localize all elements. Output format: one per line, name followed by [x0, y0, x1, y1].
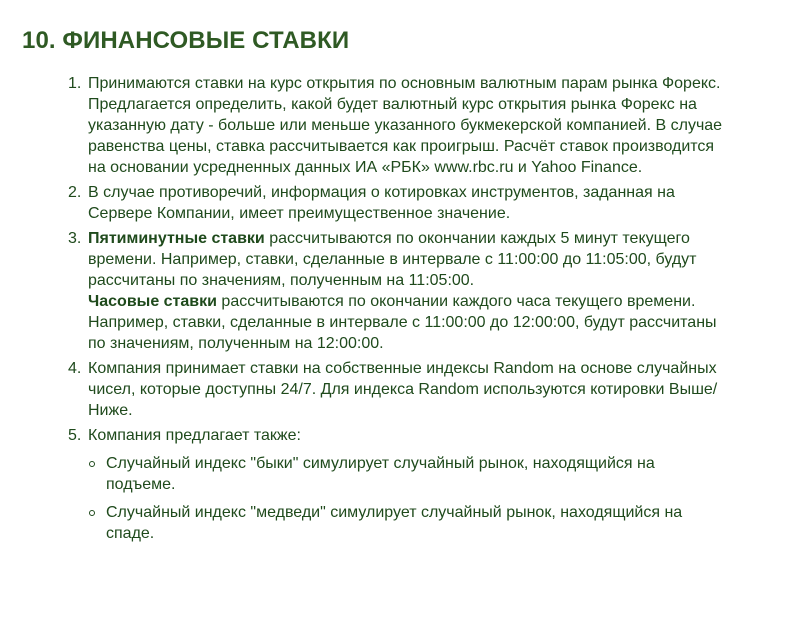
rule-text — [88, 228, 728, 354]
rule-item-1 — [22, 73, 764, 178]
rule-text: Принимаются ставки на курс открытия по основным валютным парам рынка Форекс. Предлагается определить, какой будет валютный курс открытия рынка Форекс на указанную дату - больше или меньше указанного букмекерской компанией. В случае равенства цены, ставка рассчитывается как проигрыш. Расчёт ставок производится на основании усредненных данных ИА «РБК» www.rbc.ru и Yahoo Finance. — [88, 75, 723, 176]
rule-number: 1. — [68, 75, 82, 92]
rule-text: В случае противоречий, информация о котировках инструментов, заданная на Сервере Компании, имеет преимущественное значение. — [88, 184, 675, 222]
rule-item-3 — [22, 228, 764, 354]
sub-item-text: Случайный индекс "медведи" симулирует случайный рынок, находящийся на спаде. — [106, 504, 683, 542]
random-index-list — [88, 453, 764, 544]
rule-number: 5. — [68, 427, 82, 444]
section-title: 10. ФИНАНСОВЫЕ СТАВКИ — [22, 27, 350, 54]
five-minute-bets-label: Пятиминутные ставки — [88, 230, 265, 247]
rule-item-2 — [22, 182, 764, 224]
circle-bullet-icon — [89, 461, 95, 467]
rule-number: 2. — [68, 184, 82, 201]
five-minute-bets-text: рассчитываются по окончании каждых 5 минут текущего времени. Например, ставки, сделанные в интервале с 11:00:00 до 11:05:00, будут рассчитаны по значениям, полученным на 11:05:00. — [88, 230, 697, 289]
rule-item-5 — [22, 425, 764, 544]
circle-bullet-icon — [89, 510, 95, 516]
sub-item-bears — [88, 502, 726, 544]
hourly-bets-text: рассчитываются по окончании каждого часа текущего времени. Например, ставки, сделанные в интервале с 11:00:00 до 12:00:00, будут рассчитаны по значениям, полученным на 12:00:00. — [88, 293, 717, 352]
rules-list — [22, 73, 764, 544]
sub-item-bulls — [88, 453, 726, 495]
rule-number: 4. — [68, 360, 82, 377]
rule-text: Компания принимает ставки на собственные индексы Random на основе случайных чисел, которые доступны 24/7. Для индекса Random используются котировки Выше/Ниже. — [88, 360, 718, 419]
hourly-bets-label: Часовые ставки — [88, 293, 217, 310]
rule-number: 3. — [68, 230, 82, 247]
rule-text: Компания предлагает также: — [88, 427, 301, 444]
rule-item-4 — [22, 358, 764, 421]
sub-item-text: Случайный индекс "быки" симулирует случайный рынок, находящийся на подъеме. — [106, 455, 655, 493]
